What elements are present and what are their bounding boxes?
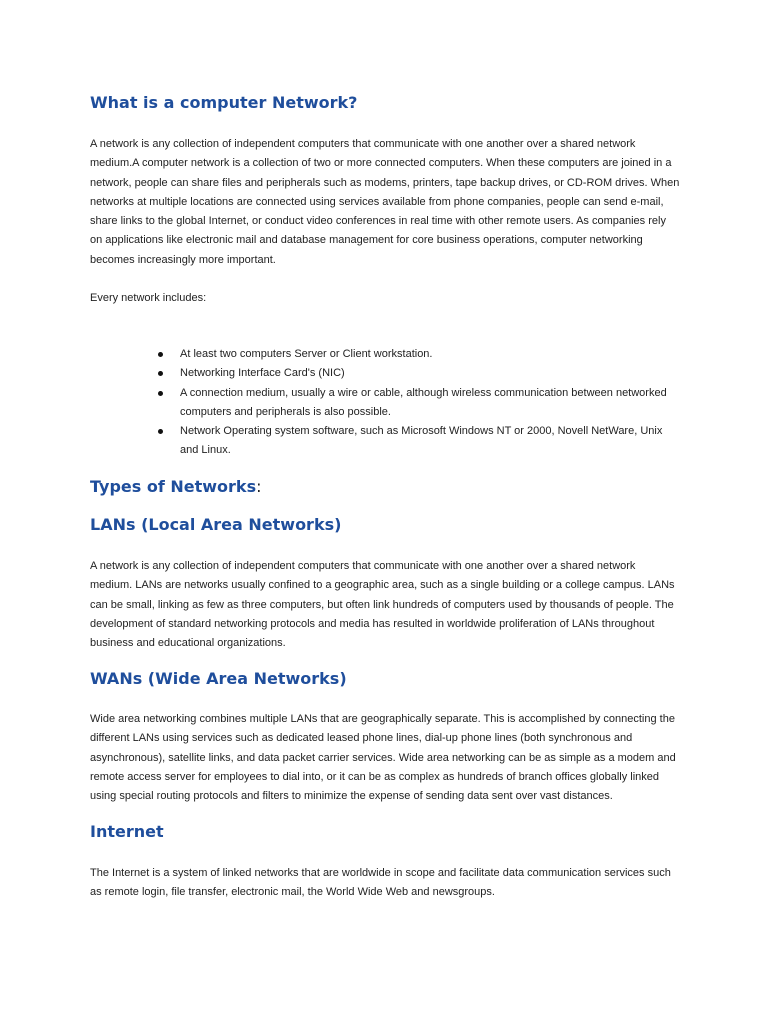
list-item (90, 384, 680, 423)
list-item (90, 422, 680, 461)
heading-internet: Internet (90, 822, 164, 841)
bullet-icon (158, 429, 163, 434)
list-item-text: Networking Interface Card's (NIC) (180, 367, 345, 380)
list-item-text: Network Operating system software, such as Microsoft Windows NT or 2000, Novell NetWare, Unix and Linux. (180, 425, 663, 457)
list-item-text: At least two computers Server or Client workstation. (180, 348, 433, 360)
heading-types-colon: : (256, 477, 262, 496)
bullet-icon (158, 371, 163, 376)
heading-types-of-networks (90, 477, 261, 496)
paragraph-every-network-includes: Every network includes: (90, 292, 207, 304)
paragraph-internet: The Internet is a system of linked networks that are worldwide in scope and facilitate data communication services such as remote login, file transfer, electronic mail, the World Wide Web and newsgroups. (90, 867, 671, 899)
list-item (90, 364, 680, 383)
heading-wans: WANs (Wide Area Networks) (90, 669, 347, 688)
paragraph-wans: Wide area networking combines multiple LANs that are geographically separate. This is accomplished by connecting the different LANs using services such as dedicated leased phone lines, dial-up phone lines (both synchronous and asynchronous), satellite links, and data packet carrier services. Wide area networking can be as simple as a modem and remote access server for employees to dial into, or it can be as complex as hundreds of branch offices globally linked using special routing protocols and filters to minimize the expense of sending data sent over vast distances. (90, 713, 676, 803)
list-item-text: A connection medium, usually a wire or cable, although wireless communication between networked computers and peripherals is also possible. (180, 386, 667, 418)
heading-computer-network: What is a computer Network? (90, 93, 358, 112)
list-item (90, 345, 680, 364)
heading-types-text: Types of Networks (90, 477, 257, 496)
paragraph-computer-network: A network is any collection of independent computers that communicate with one another over a shared network medium.A computer network is a collection of two or more connected computers. When these computers are joined in a network, people can share files and peripherals such as modems, printers, tape backup drives, or CD-ROM drives. When networks at multiple locations are connected using services available from phone companies, people can send e-mail, share links to the global Internet, or conduct video conferences in real time with other remote users. As companies rely on applications like electronic mail and database management for core business operations, computer networking becomes increasingly more important. (90, 138, 680, 266)
heading-lans: LANs (Local Area Networks) (90, 515, 342, 534)
bullet-icon (158, 391, 163, 396)
bullet-icon (158, 352, 163, 357)
network-includes-list (90, 345, 680, 461)
paragraph-lans: A network is any collection of independent computers that communicate with one another over a shared network medium. LANs are networks usually confined to a geographic area, such as a single building or a college campus. LANs can be small, linking as few as three computers, but often link hundreds of computers used by thousands of people. The development of standard networking protocols and media has resulted in worldwide proliferation of LANs throughout business and educational organizations. (90, 560, 675, 650)
